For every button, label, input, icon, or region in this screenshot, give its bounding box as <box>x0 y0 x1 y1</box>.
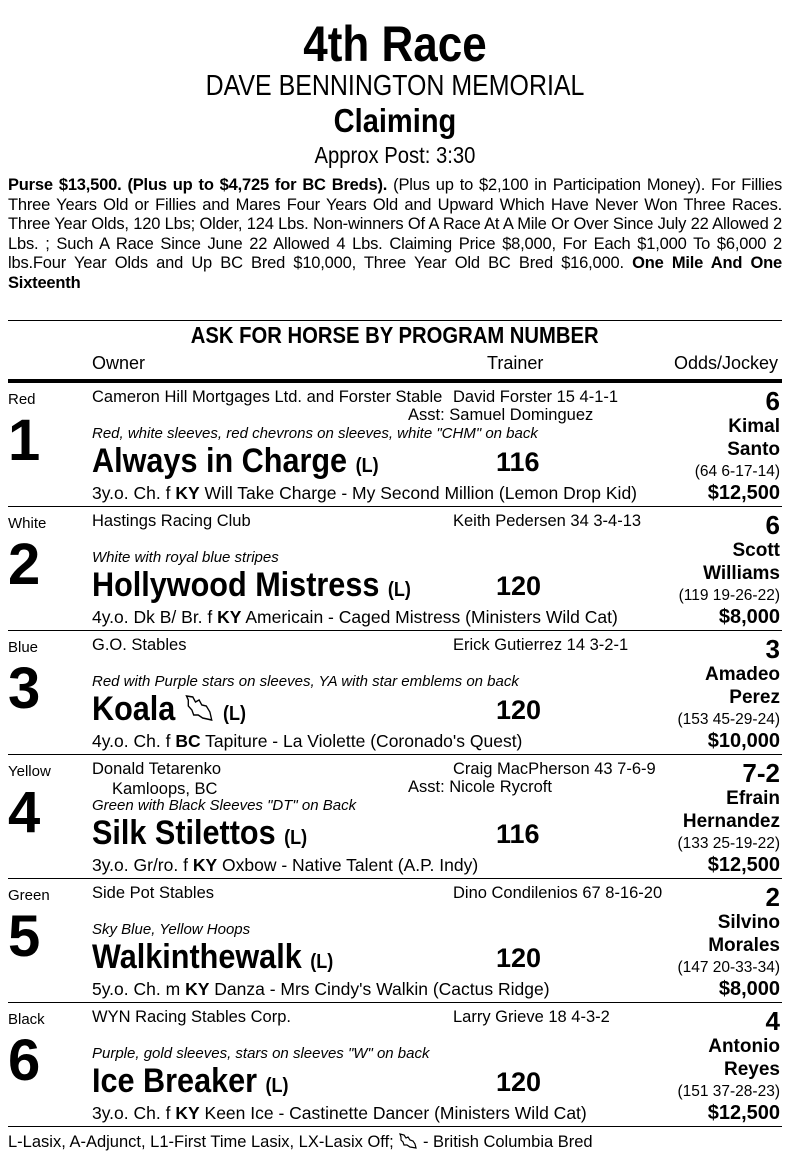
horse-name-line <box>92 689 246 734</box>
jockey-last-name: Santo <box>727 439 780 460</box>
bc-map-icon <box>398 1133 418 1150</box>
foaled-state: KY <box>217 607 242 627</box>
weight: 120 <box>496 1067 542 1097</box>
horse-name: Hollywood Mistress <box>92 566 380 604</box>
entry-row[interactable] <box>8 383 782 507</box>
purse-text: Purse $13,500. (Plus up to $4,725 for BC Breds). <box>8 176 388 194</box>
horse-name: Always in Charge <box>92 442 348 480</box>
silks-description: Sky Blue, Yellow Hoops <box>92 921 251 938</box>
horse-name: Ice Breaker <box>92 1062 258 1100</box>
foaled-state: KY <box>175 483 200 503</box>
medication: (L) <box>310 951 334 973</box>
morning-line-odds: 6 <box>765 386 780 416</box>
owner-location: Kamloops, BC <box>112 780 218 798</box>
silks-description: Purple, gold sleeves, stars on sleeves "W" on back <box>92 1045 430 1062</box>
age-sex: 3y.o. Ch. f <box>92 483 171 503</box>
race-header <box>0 18 790 170</box>
horse-name: Koala <box>92 690 176 728</box>
program-number: 2 <box>8 532 41 597</box>
foaled-state: BC <box>175 731 201 751</box>
horse-name: Walkinthewalk <box>92 938 302 976</box>
medication: (L) <box>355 455 379 477</box>
age-sex: 5y.o. Ch. m <box>92 979 181 999</box>
jockey-last-name: Reyes <box>724 1059 780 1080</box>
saddle-cloth-color: Blue <box>8 639 39 656</box>
horse-name-line <box>92 565 411 610</box>
age-sex: 4y.o. Dk B/ Br. f <box>92 607 213 627</box>
morning-line-odds: 3 <box>765 634 780 664</box>
program-number: 1 <box>8 408 41 473</box>
ask-banner-text: ASK FOR HORSE BY PROGRAM NUMBER <box>191 322 599 348</box>
saddle-cloth-color: White <box>8 515 47 532</box>
entry-row[interactable] <box>8 755 782 879</box>
morning-line-odds: 7-2 <box>742 758 780 788</box>
entry-row[interactable] <box>8 879 782 1003</box>
age-sex: 4y.o. Ch. f <box>92 731 171 751</box>
saddle-cloth-color: Black <box>8 1011 45 1028</box>
horse-name-line <box>92 441 379 486</box>
saddle-cloth-color: Green <box>8 887 50 904</box>
post-time: Approx Post: 3:30 <box>314 142 476 168</box>
claiming-price: $12,500 <box>707 1102 780 1124</box>
foaled-state: KY <box>185 979 210 999</box>
breeding-line <box>92 855 478 875</box>
silks-description: Red, white sleeves, red chevrons on sleeves, white "CHM" on back <box>92 425 538 442</box>
pedigree: Danza - Mrs Cindy's Walkin (Cactus Ridge) <box>214 979 550 999</box>
column-headers <box>0 353 790 379</box>
medication: (L) <box>222 703 246 725</box>
horse-name-line <box>92 1061 289 1106</box>
assistant-trainer: Asst: Nicole Rycroft <box>408 778 552 796</box>
jockey-first-name: Scott <box>732 540 780 561</box>
owner: G.O. Stables <box>92 636 187 654</box>
trainer: David Forster 15 4-1-1 <box>453 388 619 406</box>
jockey-first-name: Efrain <box>726 788 780 809</box>
jockey-stats: (64 6-17-14) <box>694 463 780 480</box>
jockey-first-name: Amadeo <box>705 664 780 685</box>
trainer: Erick Gutierrez 14 3-2-1 <box>453 636 629 654</box>
claiming-price: $12,500 <box>707 854 780 876</box>
owner: Donald Tetarenko <box>92 760 222 778</box>
breeding-line <box>92 731 522 751</box>
weight: 116 <box>496 447 540 477</box>
jockey-stats: (153 45-29-24) <box>677 711 780 728</box>
pedigree: Keen Ice - Castinette Dancer (Ministers Wild Cat) <box>204 1103 587 1123</box>
morning-line-odds: 2 <box>765 882 780 912</box>
jockey-stats: (147 20-33-34) <box>677 959 780 976</box>
breeding-line <box>92 979 550 999</box>
program-number: 6 <box>8 1028 41 1093</box>
morning-line-odds: 4 <box>765 1006 780 1036</box>
jockey-stats: (119 19-26-22) <box>678 587 780 604</box>
foaled-state: KY <box>192 855 218 875</box>
weight: 120 <box>496 695 542 725</box>
morning-line-odds: 6 <box>765 510 780 540</box>
owner: Hastings Racing Club <box>92 512 251 530</box>
owner: Side Pot Stables <box>92 884 214 902</box>
jockey-name <box>703 539 780 585</box>
trainer: Larry Grieve 18 4-3-2 <box>453 1008 610 1026</box>
medication: (L) <box>265 1075 289 1097</box>
bc-legend-text: - British Columbia Bred <box>422 1133 593 1151</box>
program-number: 4 <box>8 780 41 845</box>
jockey-last-name: Williams <box>703 563 780 584</box>
claiming-price: $12,500 <box>707 482 780 504</box>
entry-row[interactable] <box>8 507 782 631</box>
race-conditions <box>8 176 782 293</box>
jockey-last-name: Morales <box>708 935 780 956</box>
program-number: 5 <box>8 904 41 969</box>
race-title: 4th Race <box>303 16 487 72</box>
trainer: Keith Pedersen 34 3-4-13 <box>453 512 642 530</box>
bc-map-icon <box>184 694 215 724</box>
race-type: Claiming <box>333 102 457 139</box>
claiming-price: $8,000 <box>718 978 780 1000</box>
pedigree: Oxbow - Native Talent (A.P. Indy) <box>222 855 479 875</box>
breeding-line <box>92 1103 587 1123</box>
conditions-text: (Plus up to $2,100 in Participation Money). For Fillies Three Years Old or Fillies and Mares Four Years Old and Upward Which Have Never Won Three Races. Three Year Olds, 120 Lbs; Older, 124 Lbs. Non-winners Of A Race At A Mile Or Over Since July 22 Allowed 2 Lbs. ; Such A Race Since June 22 Allowed 4 Lbs. Claiming Price $8,000, For Each $1,000 To $6,000 2 lbs.Four Year Olds and Up BC Bred $10,000, Three Year Old BC Bred $16,000. <box>8 176 782 272</box>
horse-name-line <box>92 813 307 858</box>
assistant-trainer: Asst: Samuel Dominguez <box>408 406 594 424</box>
weight: 120 <box>496 571 542 601</box>
silks-description: Green with Black Sleeves "DT" on Back <box>92 797 357 814</box>
horse-name: Silk Stilettos <box>92 814 276 852</box>
owner: Cameron Hill Mortgages Ltd. and Forster Stable <box>92 388 443 406</box>
trainer-column-header: Trainer <box>487 353 544 373</box>
jockey-name <box>708 1035 780 1081</box>
jockey-first-name: Kimal <box>728 416 780 437</box>
claiming-price: $8,000 <box>718 606 780 628</box>
jockey-first-name: Antonio <box>708 1036 780 1057</box>
saddle-cloth-color: Yellow <box>8 763 51 780</box>
trainer: Dino Condilenios 67 8-16-20 <box>453 884 663 902</box>
jockey-name <box>683 787 780 833</box>
entry-row[interactable] <box>8 1003 782 1127</box>
odds-jockey-column-header: Odds/Jockey <box>673 353 778 373</box>
pedigree: Tapiture - La Violette (Coronado's Quest) <box>205 731 523 751</box>
horse-name-line <box>92 937 333 982</box>
entry-row[interactable] <box>8 631 782 755</box>
medication: (L) <box>387 579 411 601</box>
jockey-name <box>705 663 780 709</box>
jockey-stats: (133 25-19-22) <box>677 835 780 852</box>
ask-banner <box>8 320 782 349</box>
foaled-state: KY <box>175 1103 200 1123</box>
age-sex: 3y.o. Ch. f <box>92 1103 171 1123</box>
race-name: DAVE BENNINGTON MEMORIAL <box>205 70 585 102</box>
program-number: 3 <box>8 656 41 721</box>
age-sex: 3y.o. Gr/ro. f <box>92 855 188 875</box>
jockey-last-name: Perez <box>729 687 780 708</box>
breeding-line <box>92 607 618 627</box>
trainer: Craig MacPherson 43 7-6-9 <box>453 760 656 778</box>
jockey-stats: (151 37-28-23) <box>677 1083 780 1100</box>
jockey-name <box>708 911 780 957</box>
owner-column-header: Owner <box>92 353 146 373</box>
weight: 120 <box>496 943 542 973</box>
breeding-line <box>92 483 637 503</box>
pedigree: Will Take Charge - My Second Million (Lemon Drop Kid) <box>204 483 638 503</box>
medication: (L) <box>284 827 308 849</box>
jockey-name <box>727 415 780 461</box>
claiming-price: $10,000 <box>707 730 780 752</box>
weight: 116 <box>496 819 540 849</box>
legend-text: L-Lasix, A-Adjunct, L1-First Time Lasix, LX-Lasix Off; <box>8 1133 394 1151</box>
silks-description: White with royal blue stripes <box>92 549 279 566</box>
footer-legend <box>8 1132 593 1152</box>
saddle-cloth-color: Red <box>8 391 36 408</box>
jockey-last-name: Hernandez <box>682 811 780 832</box>
distance-text: One Mile And One Sixteenth <box>8 254 782 292</box>
jockey-first-name: Silvino <box>717 912 780 933</box>
owner: WYN Racing Stables Corp. <box>92 1008 291 1026</box>
entry-divider <box>8 1126 782 1128</box>
pedigree: Americain - Caged Mistress (Ministers Wild Cat) <box>245 607 618 627</box>
silks-description: Red with Purple stars on sleeves, YA with star emblems on back <box>92 673 519 690</box>
